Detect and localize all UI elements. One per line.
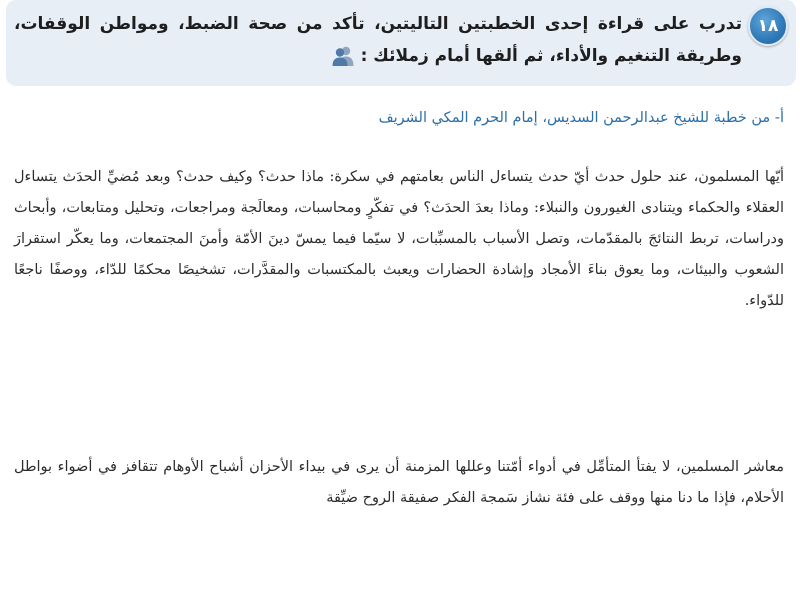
exercise-header: [6, 0, 796, 86]
speech-paragraph-2: معاشر المسلمين، لا يفتأ المتأمِّل في أدواء أمّتنا وعللها المزمنة أن يرى في بيداء الأحزان أشباح الأوهام تتقافز في أضواء بواطل الأحلام، فإذا ما دنا منها ووقف على فئة نشاز سَمجة الفكر صفيقة الروح ضيِّقة: [14, 459, 784, 506]
two-people-icon: [331, 45, 355, 67]
exercise-instruction: تدرب على قراءة إحدى الخطبتين التاليتين، تأكد من صحة الضبط، ومواطن الوقفات، وطريقة التنغيم والأداء، ثم ألقها أمام زملائك :: [14, 14, 742, 66]
speech-source-heading: أ- من خطبة للشيخ عبدالرحمن السديس، إمام الحرم المكي الشريف: [378, 110, 784, 126]
exercise-instruction-block: [14, 8, 742, 72]
exercise-number-badge: ١٨: [748, 6, 788, 46]
speech-paragraph-1: أيّها المسلمون، عند حلول حدث أيّ حدث يتساءل الناس بعامتهم في سكرة: ماذا حدث؟ وكيف حدث؟ وبعد مُضيِّ الحدَث يتساءل العقلاء والحكماء ويتنادى الغيورون والنبلاء: وماذا بعدَ الحدَث؟ في تفكّرٍ ومحاسبات، ومعالَجة ومراجعات، وتحليل ومتابعات، وأبحاث ودراسات، تربط النتائجَ بالمقدّمات، وتصل الأسباب بالمسبِّبات، لا سيّما فيما يمسّ دينَ الأمّة وأمنَ المجتمعات، وما يعكّر استقرارَ الشعوب والبيئات، وما يعوق بناءَ الأمجاد وإشادة الحضارات ويعبث بالمكتسبات والمقدَّرات، تشخيصًا محكمًا للدّاء، ووصفًا ناجعًا للدّواء.: [14, 169, 784, 309]
